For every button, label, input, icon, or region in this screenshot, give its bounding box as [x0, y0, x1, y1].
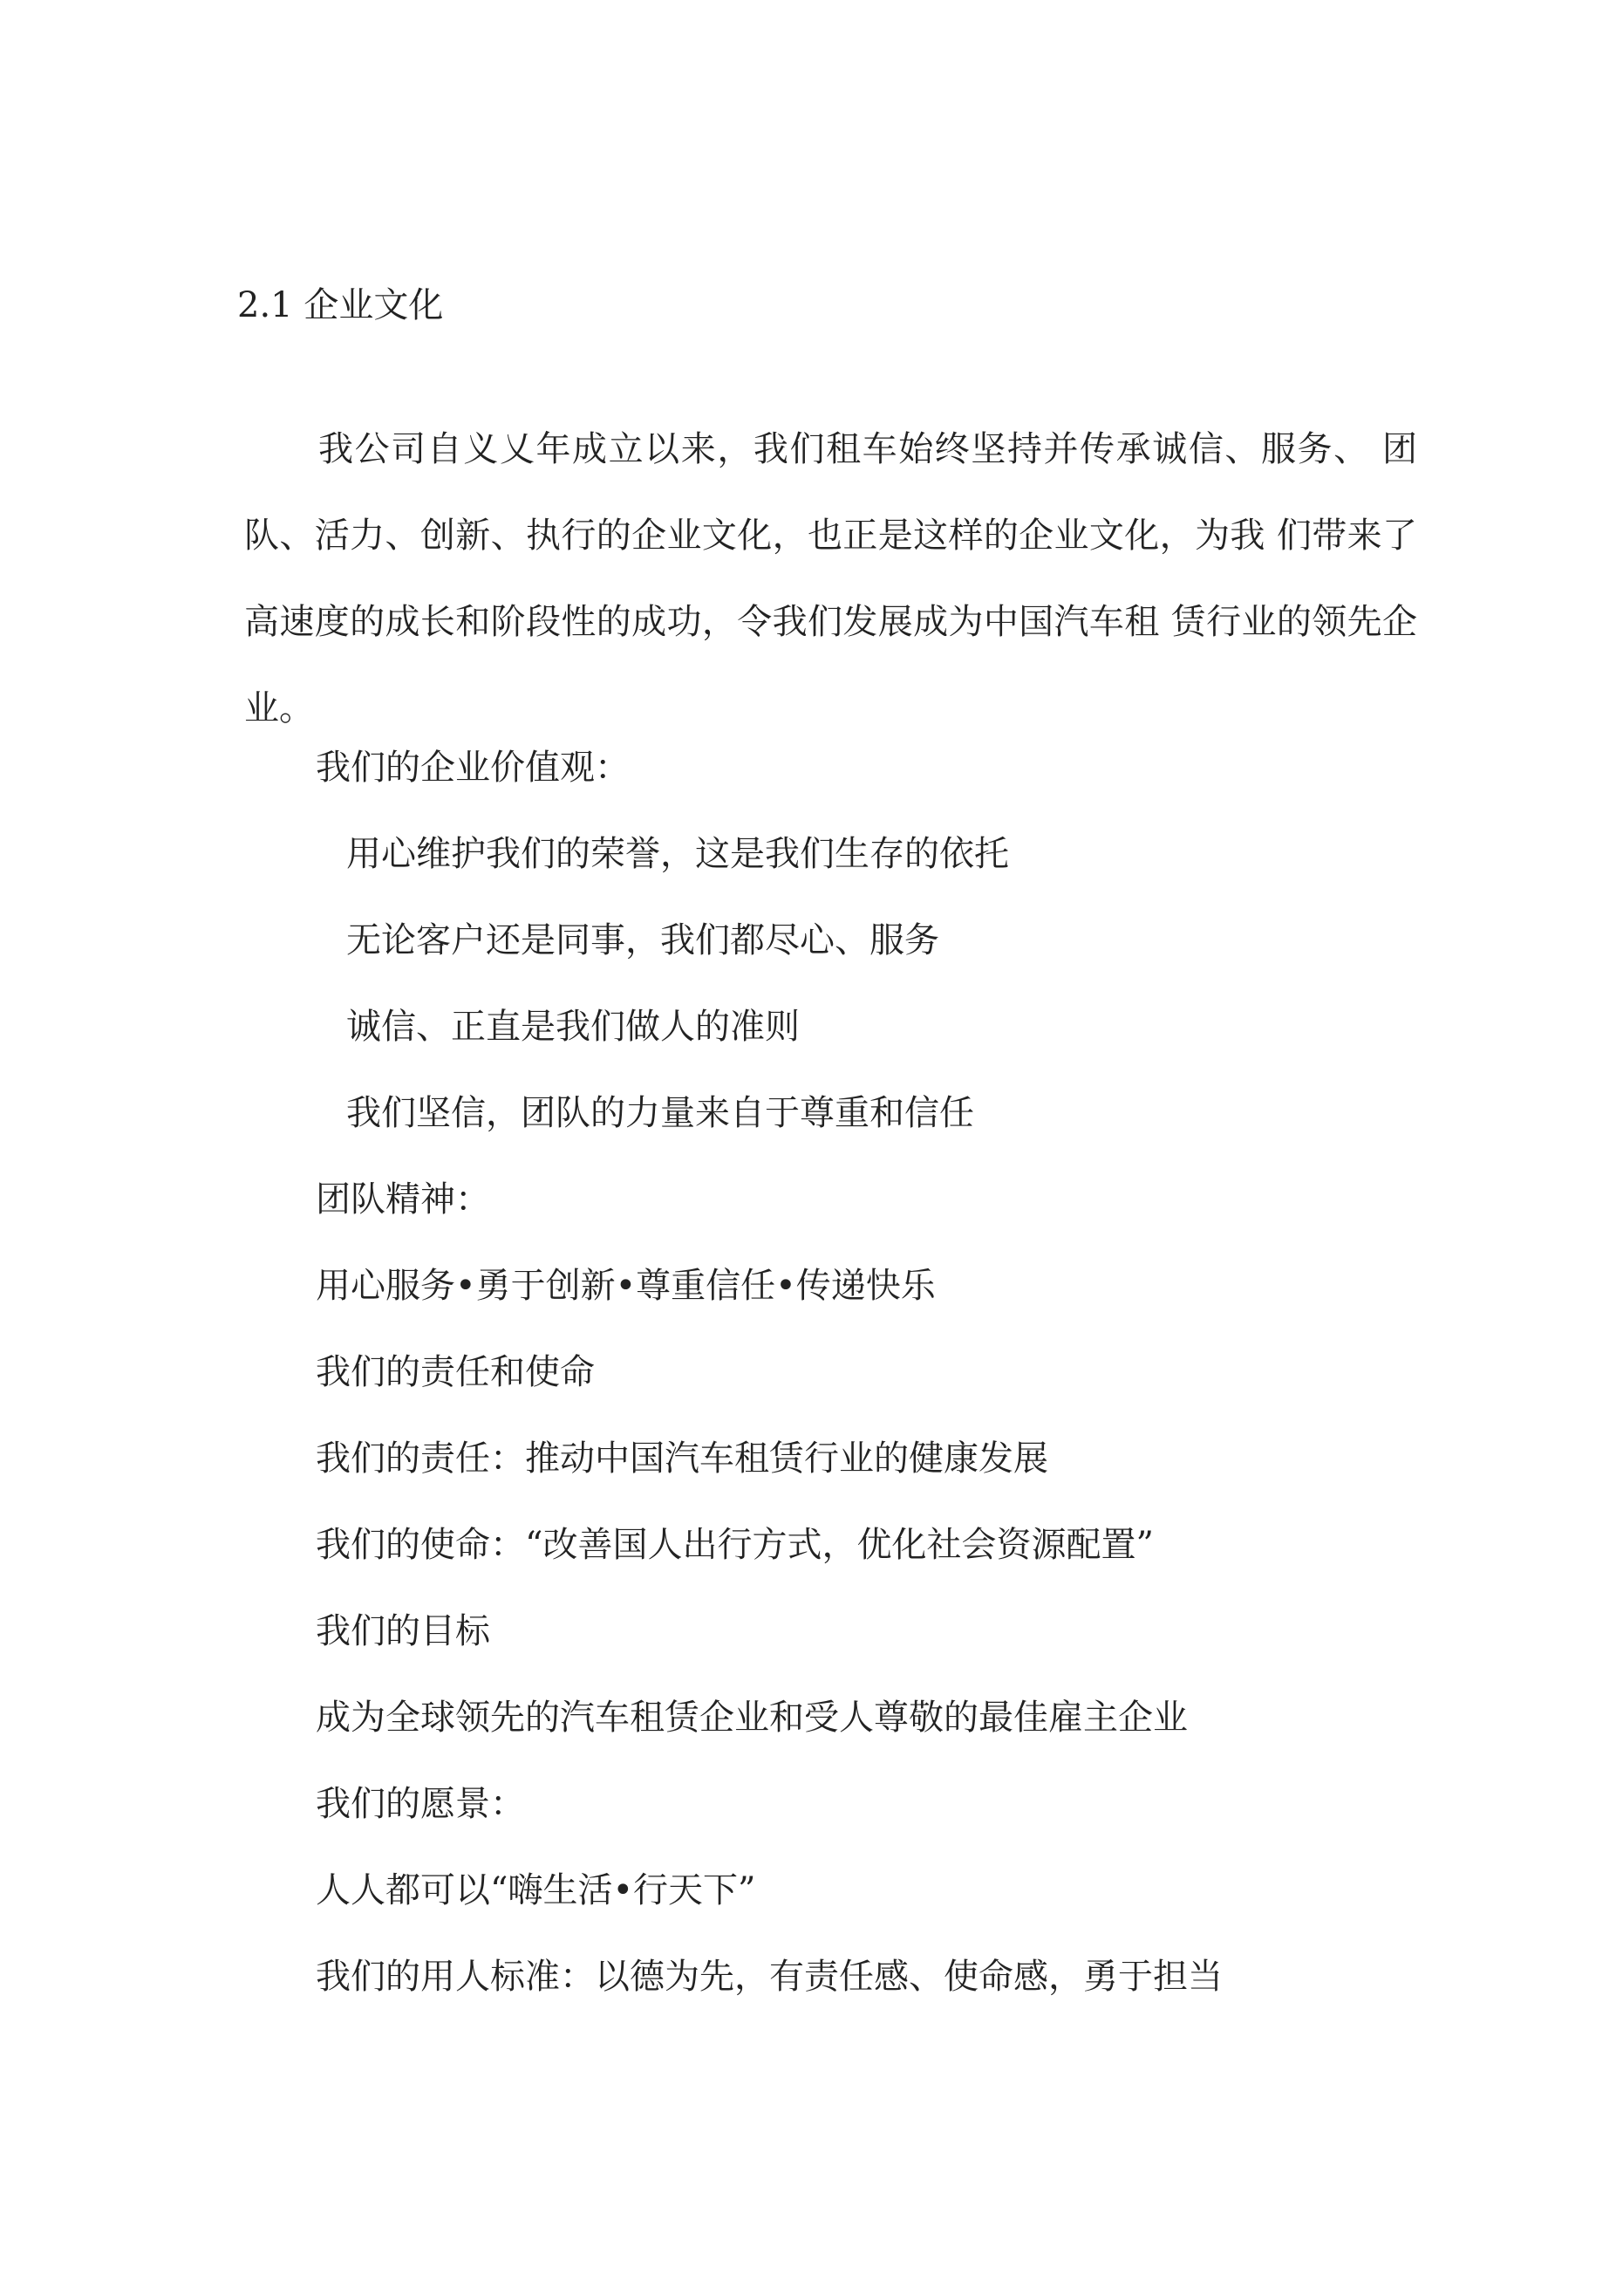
responsibility-text: 我们的责任：推动中国汽车租赁行业的健康发展	[316, 1438, 1048, 1479]
mission-text: 我们的使命：“改善国人出行方式，优化社会资源配置”	[316, 1525, 1154, 1565]
responsibility-title: 我们的责任和使命	[316, 1352, 595, 1392]
team-spirit-text: 用心服务•勇于创新•尊重信任•传递快乐	[316, 1266, 936, 1306]
vision-title: 我们的愿景：	[316, 1784, 525, 1824]
intro-paragraph: 我公司自义乂年成立以来，我们租车始终坚持并传承诚信、服务、 团队、活力、创新、执行的企业文化，也正是这样的企业文化，为我 们带来了高速度的成长和阶段性的成功，令我们发展成为中国汽车租 赁行业的领先企业。	[244, 429, 1417, 728]
goal-text: 成为全球领先的汽车租赁企业和受人尊敬的最佳雇主企业	[316, 1698, 1188, 1738]
value-item-1: 用心维护我们的荣誉，这是我们生存的依托	[346, 834, 1009, 874]
goal-title: 我们的目标	[316, 1611, 490, 1651]
values-title: 我们的企业价值观：	[316, 748, 630, 788]
value-item-4: 我们坚信，团队的力量来自于尊重和信任	[346, 1093, 974, 1133]
team-spirit-title: 团队精神：	[316, 1179, 490, 1220]
vision-text: 人人都可以“嗨生活•行天下”	[316, 1870, 756, 1910]
value-item-2: 无论客户还是同事，我们都尽心、服务	[346, 920, 939, 960]
value-item-3: 诚信、正直是我们做人的准则	[346, 1007, 800, 1047]
section-heading: 2.1 企业文化	[237, 285, 444, 325]
hiring-standard-text: 我们的用人标准：以德为先，有责任感、使命感，勇于担当	[316, 1957, 1223, 1997]
